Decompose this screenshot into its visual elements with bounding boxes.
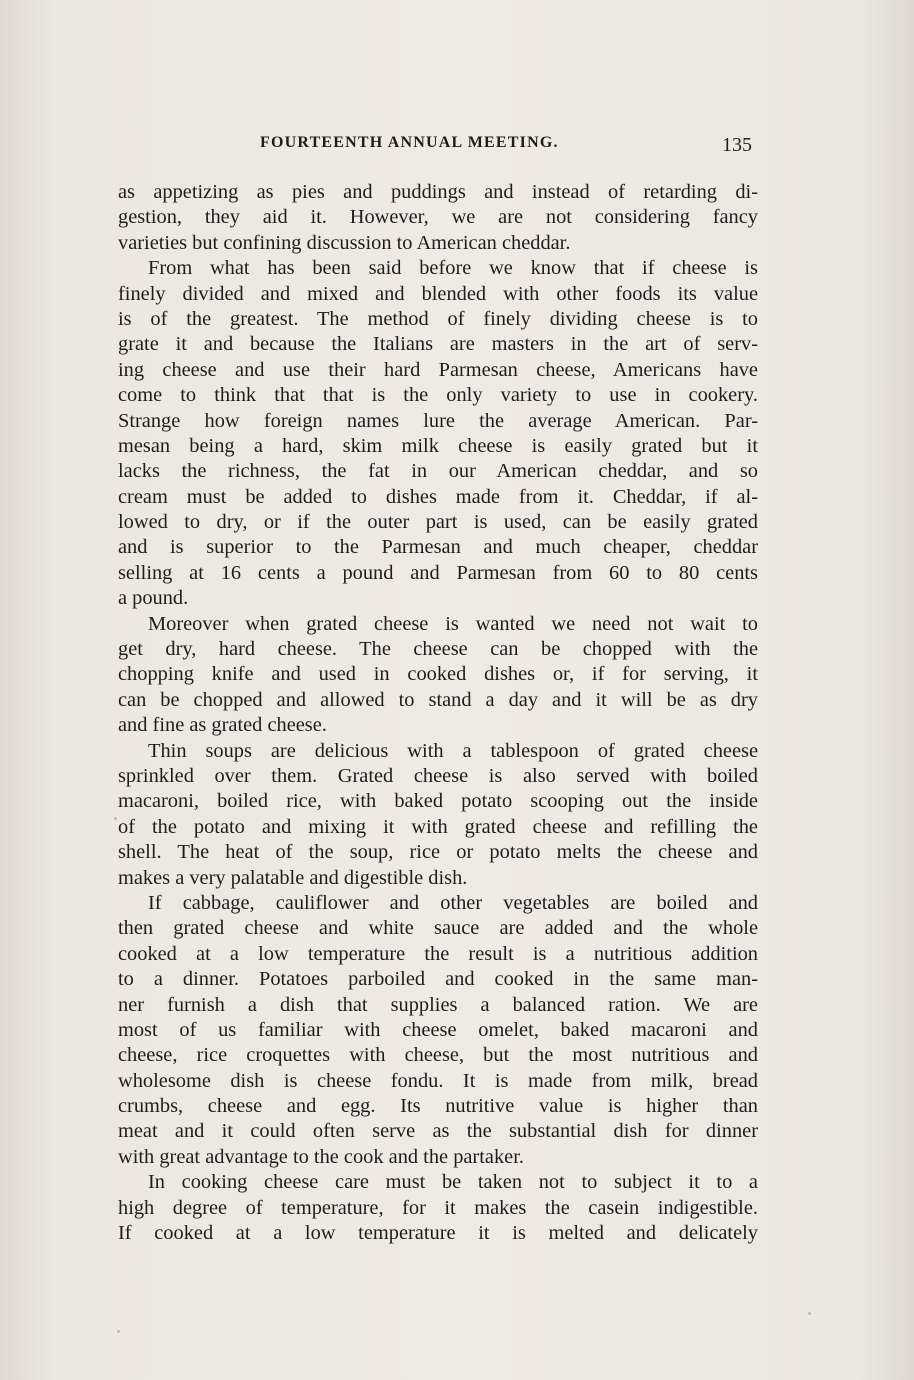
text-line: ner furnish a dish that supplies a balanced ration. We are — [118, 993, 758, 1016]
text-line: lacks the richness, the fat in our American cheddar, and so — [118, 460, 758, 483]
text-line: cheese, rice croquettes with cheese, but the most nutritious and — [118, 1044, 758, 1067]
text-line: makes a very palatable and digestible dish. — [118, 866, 468, 889]
text-line: varieties but confining discussion to American cheddar. — [118, 231, 571, 254]
text-line: to a dinner. Potatoes parboiled and cooked in the same man- — [118, 968, 758, 991]
text-line: selling at 16 cents a pound and Parmesan from 60 to 80 cents — [118, 561, 758, 584]
text-line: is of the greatest. The method of finely dividing cheese is to — [118, 307, 758, 330]
text-line: meat and it could often serve as the substantial dish for dinner — [118, 1120, 758, 1143]
text-line: lowed to dry, or if the outer part is used, can be easily grated — [118, 511, 758, 534]
text-line: gestion, they aid it. However, we are not considering fancy — [118, 206, 758, 229]
text-line: From what has been said before we know that if cheese is — [148, 257, 758, 280]
text-line: of the potato and mixing it with grated cheese and refilling the — [118, 815, 758, 838]
text-line: If cooked at a low temperature it is melted and delicately — [118, 1222, 758, 1245]
text-line: most of us familiar with cheese omelet, baked macaroni and — [118, 1018, 758, 1041]
text-line: and fine as grated cheese. — [118, 714, 327, 737]
body-text — [118, 180, 758, 1246]
text-line: If cabbage, cauliflower and other vegetables are boiled and — [148, 891, 758, 914]
text-line: shell. The heat of the soup, rice or potato melts the cheese and — [118, 841, 758, 864]
text-line: In cooking cheese care must be taken not to subject it to a — [148, 1171, 758, 1194]
running-title: FOURTEENTH ANNUAL MEETING. — [260, 134, 559, 151]
text-line: cooked at a low temperature the result is a nutritious addition — [118, 942, 758, 965]
text-line: wholesome dish is cheese fondu. It is made from milk, bread — [118, 1069, 758, 1092]
paper-speck — [117, 1330, 120, 1333]
text-line: cream must be added to dishes made from it. Cheddar, if al- — [118, 485, 758, 508]
text-line: mesan being a hard, skim milk cheese is easily grated but it — [118, 434, 758, 457]
text-line: Moreover when grated cheese is wanted we need not wait to — [148, 612, 758, 635]
text-line: a pound. — [118, 587, 189, 610]
text-line: then grated cheese and white sauce are added and the whole — [118, 917, 758, 940]
page-header — [120, 134, 760, 162]
text-line: with great advantage to the cook and the partaker. — [118, 1145, 524, 1168]
text-line: grate it and because the Italians are masters in the art of serv- — [118, 333, 758, 356]
text-line: finely divided and mixed and blended with other foods its value — [118, 282, 758, 305]
paper-speck — [808, 1312, 811, 1315]
text-line: get dry, hard cheese. The cheese can be chopped with the — [118, 638, 758, 661]
text-line: and is superior to the Parmesan and much cheaper, cheddar — [118, 536, 758, 559]
text-line: can be chopped and allowed to stand a day and it will be as dry — [118, 688, 758, 711]
text-line: high degree of temperature, for it makes the casein indigestible. — [118, 1196, 758, 1219]
page-number: 135 — [722, 134, 752, 156]
text-line: Strange how foreign names lure the average American. Par- — [118, 409, 758, 432]
text-line: macaroni, boiled rice, with baked potato scooping out the inside — [118, 790, 758, 813]
text-line: as appetizing as pies and puddings and instead of retarding di- — [118, 181, 758, 203]
text-line: chopping knife and used in cooked dishes or, if for serving, it — [118, 663, 758, 686]
paper-speck — [114, 817, 117, 820]
text-line: Thin soups are delicious with a tablespoon of grated cheese — [148, 739, 758, 762]
text-line: crumbs, cheese and egg. Its nutritive value is higher than — [118, 1095, 758, 1118]
text-line: sprinkled over them. Grated cheese is also served with boiled — [118, 764, 758, 787]
text-line: come to think that that is the only variety to use in cookery. — [118, 384, 758, 407]
text-line: ing cheese and use their hard Parmesan cheese, Americans have — [118, 358, 758, 381]
